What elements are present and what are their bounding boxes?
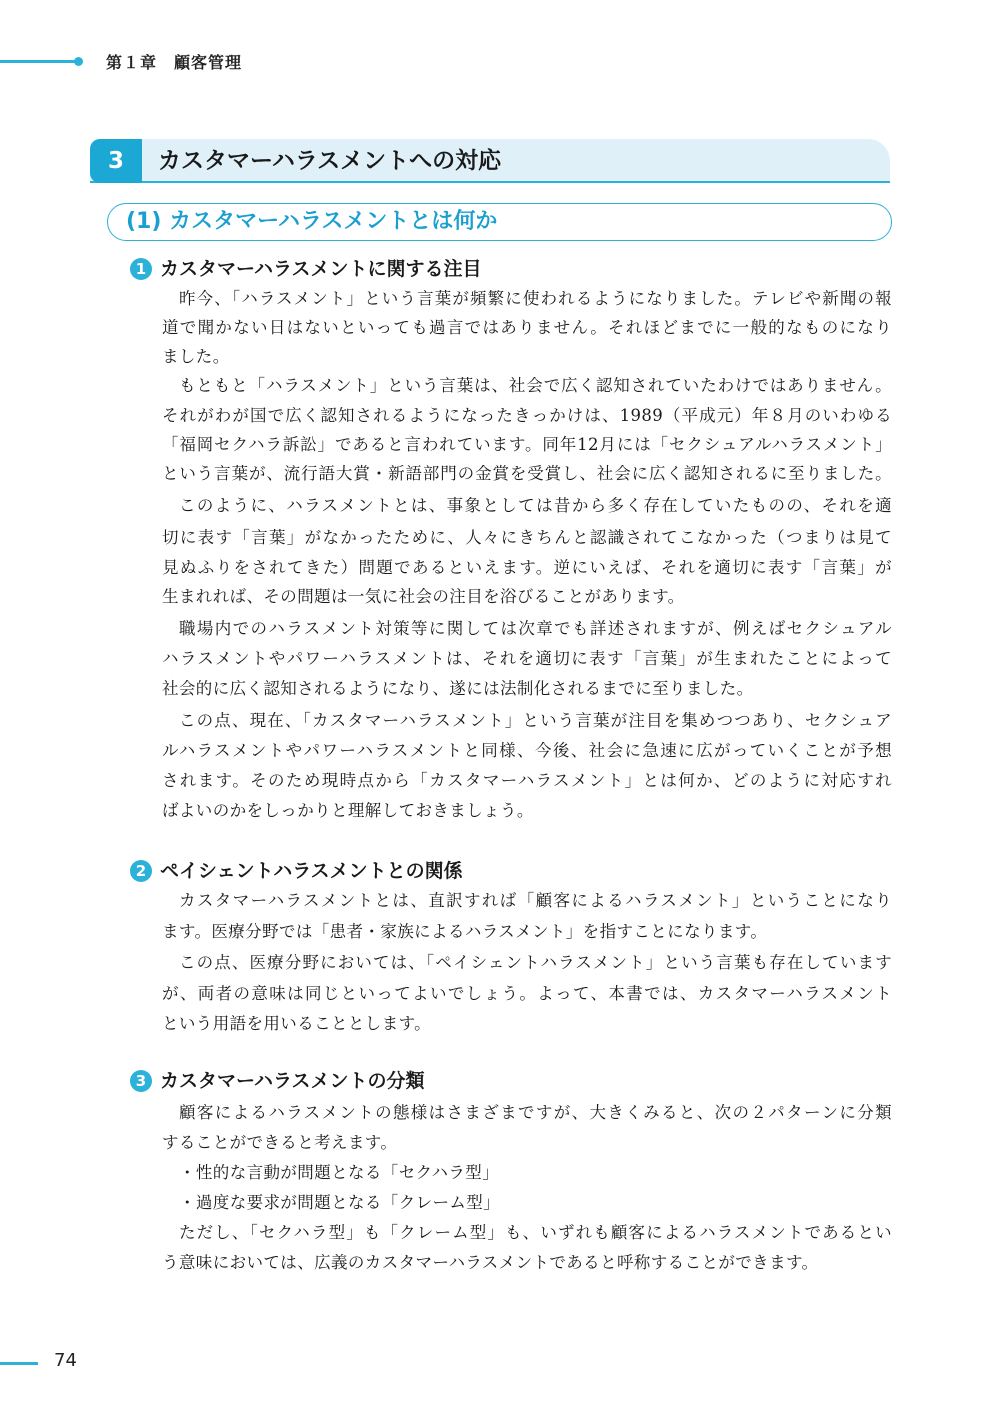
section-title: カスタマーハラスメントへの対応 — [158, 148, 502, 174]
paragraph-line: 道で聞かない日はないといっても過言ではありません。それほどまでに一般的なものになり — [162, 318, 892, 337]
topic-number-1: 1 — [130, 258, 152, 280]
page-number: 74 — [54, 1350, 77, 1371]
section-banner — [90, 139, 890, 183]
paragraph-line: ます。医療分野では「患者・家族によるハラスメント」を指すことになります。 — [162, 922, 768, 941]
paragraph-line: という用語を用いることとします。 — [162, 1014, 432, 1033]
paragraph-line: ルハラスメントやパワーハラスメントと同様、今後、社会に急速に広がっていくことが予想 — [162, 741, 892, 760]
subsection-title: (1) カスタマーハラスメントとは何か — [126, 209, 498, 234]
subsection-heading — [107, 203, 892, 241]
paragraph-line: 職場内でのハラスメント対策等に関しては次章でも詳述されますが、例えばセクシュアル — [179, 619, 892, 638]
paragraph-line: ただし、「セクハラ型」も「クレーム型」も、いずれも顧客によるハラスメントであるとい — [179, 1223, 892, 1242]
paragraph-line: という言葉が、流行語大賞・新語部門の金賞を受賞し、社会に広く認知されるに至りました。 — [162, 464, 892, 483]
topic-number-2: 2 — [130, 860, 152, 882]
paragraph-line: ました。 — [162, 347, 230, 366]
paragraph-line: が、両者の意味は同じといってよいでしょう。よって、本書では、カスタマーハラスメント — [162, 984, 892, 1003]
footer-rule — [0, 1362, 38, 1365]
paragraph-line: このように、ハラスメントとは、事象としては昔から多く存在していたものの、それを適 — [179, 496, 892, 515]
paragraph-line: この点、医療分野においては、「ペイシェントハラスメント」という言葉も存在しています — [179, 953, 892, 972]
paragraph-line: もともと「ハラスメント」という言葉は、社会で広く認知されていたわけではありません。 — [179, 376, 892, 395]
paragraph-line: 昨今、「ハラスメント」という言葉が頻繁に使われるようになりました。テレビや新聞の報 — [179, 289, 892, 308]
paragraph-line: それがわが国で広く認知されるようになったきっかけは、1989（平成元）年８月のいわゆる — [162, 406, 892, 425]
paragraph-line: この点、現在、「カスタマーハラスメント」という言葉が注目を集めつつあり、セクシュア — [179, 711, 892, 730]
topic-title-1: カスタマーハラスメントに関する注目 — [160, 258, 482, 280]
paragraph-line: 社会的に広く認知されるようになり、遂には法制化されるまでに至りました。 — [162, 679, 754, 698]
paragraph-line: う意味においては、広義のカスタマーハラスメントであると呼称することができます。 — [162, 1253, 819, 1272]
section-number: 3 — [90, 139, 142, 183]
chapter-title: 第１章 顧客管理 — [106, 53, 243, 72]
paragraph-line: 見ぬふりをされてきた）問題であるといえます。逆にいえば、それを適切に表す「言葉」が — [162, 558, 892, 577]
paragraph-line: することができると考えます。 — [162, 1133, 398, 1152]
paragraph-line: されます。そのため現時点から「カスタマーハラスメント」とは何か、どのように対応すれ — [162, 771, 892, 790]
topic-number-3: 3 — [130, 1070, 152, 1092]
paragraph-line: 「福岡セクハラ訴訟」であると言われています。同年12月には「セクシュアルハラスメント」 — [162, 435, 892, 454]
list-item: ・過度な要求が問題となる「クレーム型」 — [179, 1193, 501, 1212]
header-rule — [0, 60, 78, 63]
paragraph-line: 切に表す「言葉」がなかったために、人々にきちんと認識されてこなかった（つまりは見て — [162, 528, 892, 547]
paragraph-line: カスタマーハラスメントとは、直訳すれば「顧客によるハラスメント」ということになり — [179, 891, 892, 910]
paragraph-line: ばよいのかをしっかりと理解しておきましょう。 — [162, 801, 534, 820]
topic-title-2: ペイシェントハラスメントとの関係 — [160, 860, 463, 882]
header-dot — [74, 57, 83, 66]
list-item: ・性的な言動が問題となる「セクハラ型」 — [179, 1163, 500, 1182]
paragraph-line: ハラスメントやパワーハラスメントは、それを適切に表す「言葉」が生まれたことによって — [162, 649, 892, 668]
paragraph-line: 生まれれば、その問題は一気に社会の注目を浴びることがあります。 — [162, 587, 685, 606]
topic-title-3: カスタマーハラスメントの分類 — [160, 1070, 425, 1092]
paragraph-line: 顧客によるハラスメントの態様はさまざまですが、大きくみると、次の２パターンに分類 — [179, 1103, 892, 1122]
